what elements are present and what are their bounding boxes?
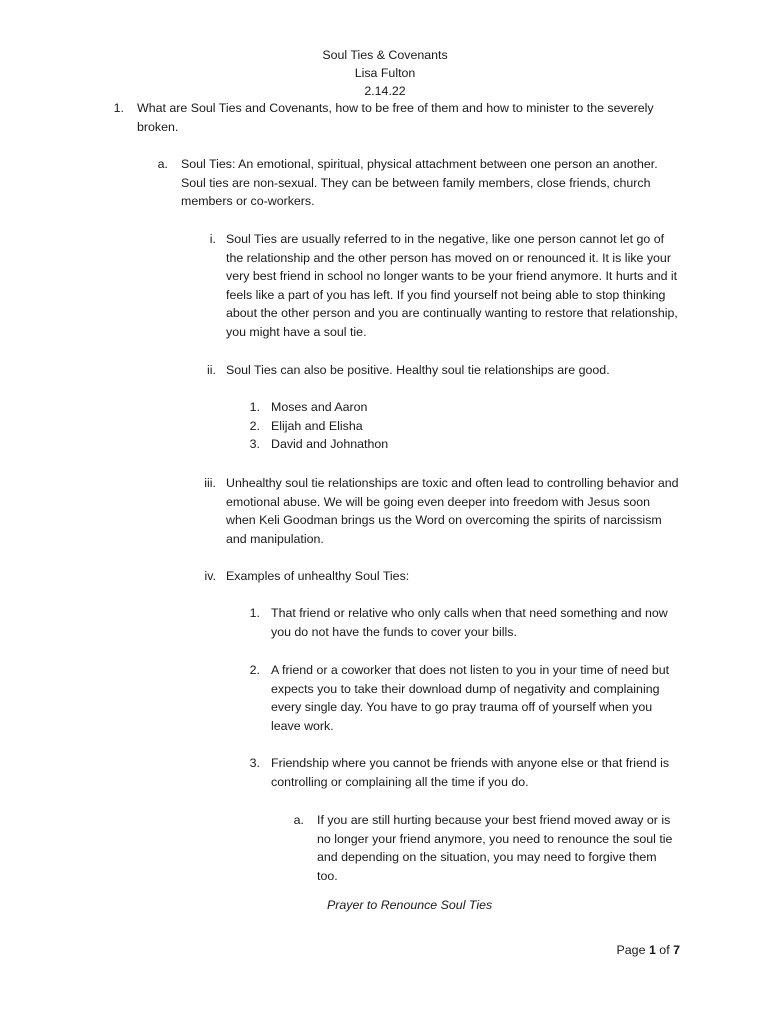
list-item: A friend or a coworker that does not listen to you in your time of need but expects you to take their download dump of negativity and complaining every single day. You have to go pray trauma off of yourself when you leave work. [271,663,670,733]
list-marker: a. [157,157,168,171]
list-item: That friend or relative who only calls when that need something and now you do not have the funds to cover your bills. [271,606,668,639]
list-marker: 3. [249,437,260,451]
outline-item-iii: Unhealthy soul tie relationships are toxic and often lead to controlling behavior and emotional abuse. We will be going even deeper into freedom with Jesus soon when Keli Goodman brings us the Word on overcoming the spirits of narcissism and manipulation. [226,476,679,546]
page-total: 7 [673,943,680,957]
list-marker: 1. [113,101,124,115]
list-marker: iv. [204,569,216,583]
document-date: 2.14.22 [364,84,406,98]
list-marker: ii. [207,363,216,377]
list-marker: 1. [249,606,260,620]
outline-item-ii: Soul Ties can also be positive. Healthy soul tie relationships are good. [226,363,610,377]
page-current: 1 [648,943,656,957]
list-marker: 1. [249,400,260,414]
outline-item-iv: Examples of unhealthy Soul Ties: [226,569,410,583]
page-number [617,941,680,960]
prayer-heading: Prayer to Renounce Soul Ties [327,898,493,912]
list-marker: iii. [204,476,216,490]
outline-item-a: Soul Ties: An emotional, spiritual, physical attachment between one person an another. Soul ties are non-sexual. They can be between family members, close friends, church members or co-workers. [181,157,658,209]
list-marker: i. [209,232,216,246]
document-title: Soul Ties & Covenants [322,48,448,62]
list-marker: a. [293,813,304,827]
list-item: Elijah and Elisha [271,419,363,433]
outline-item-i: Soul Ties are usually referred to in the negative, like one person cannot let go of the relationship and the other person has moved on or renounced it. It is like your very best friend in school no longer wants to be your friend anymore. It hurts and it feels like a part of you has left. If you find yourself not being able to stop thinking about the other person and you are continually wanting to restore that relationship, you might have a soul tie. [226,232,678,339]
document-author: Lisa Fulton [354,66,416,80]
list-item: Friendship where you cannot be friends with anyone else or that friend is controlling or complaining all the time if you do. [271,756,670,789]
page-label: Page [616,943,646,957]
list-item: David and Johnathon [271,437,389,451]
outline-item-1: What are Soul Ties and Covenants, how to be free of them and how to minister to the severely broken. [137,101,654,134]
list-marker: 3. [249,756,260,770]
outline-item-3a: If you are still hurting because your best friend moved away or is no longer your friend anymore, you need to renounce the soul tie and depending on the situation, you may need to forgive them too. [317,813,673,883]
list-marker: 2. [249,663,260,677]
page-of-label: of [659,943,670,957]
list-marker: 2. [249,419,260,433]
list-item: Moses and Aaron [271,400,368,414]
